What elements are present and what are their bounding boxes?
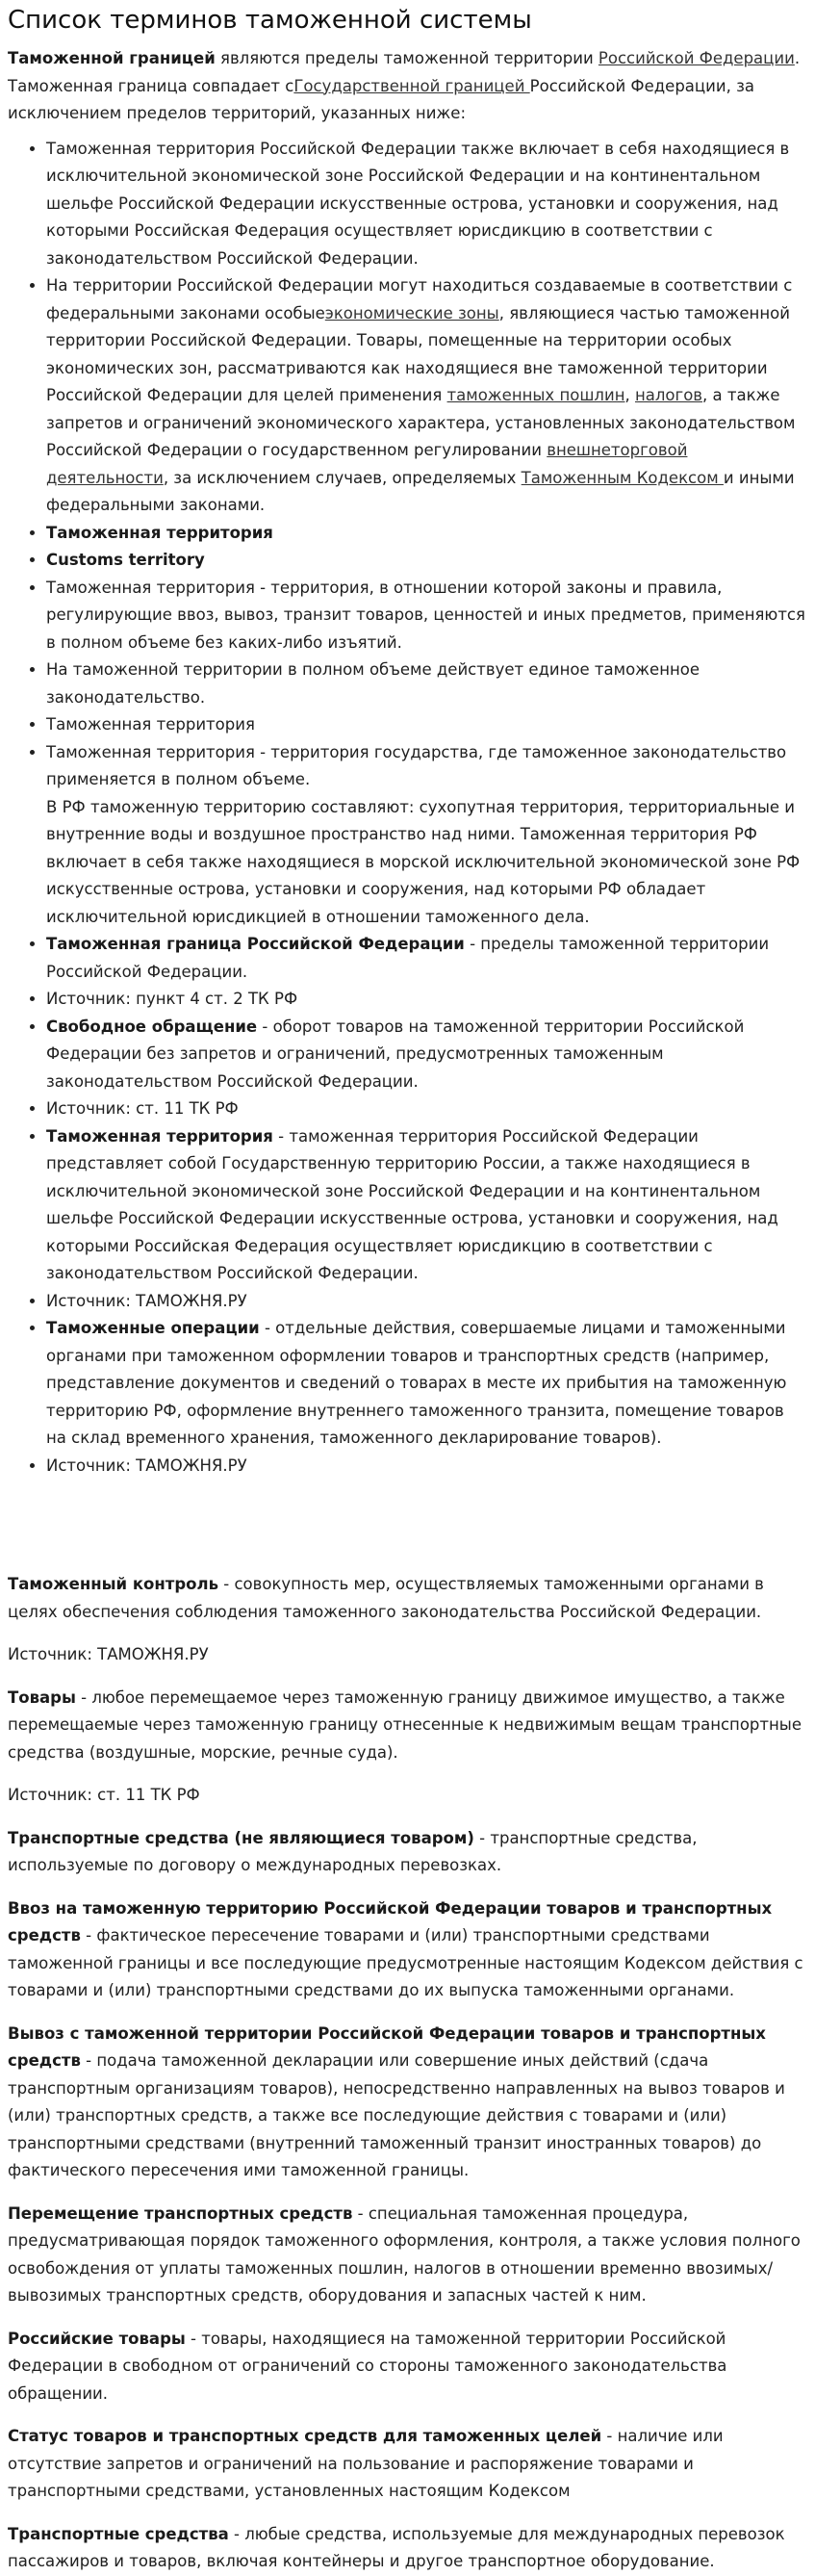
definition-text: - любое перемещаемое через таможенную границу движимое имущество, а также перемещаемые через таможенную границу отнесенные к недвижимым вещам транспортные средства (воздушные, морские, речные суда). bbox=[8, 1687, 802, 1762]
definition-paragraph bbox=[8, 2521, 807, 2576]
link-economic-zones[interactable]: экономические зоны bbox=[324, 303, 499, 322]
item-text: На территории Российской Федерации могут находиться создаваемые в соответствии с федеральными законами особые bbox=[46, 276, 793, 322]
term-customs-border: Таможенной границей bbox=[8, 49, 216, 67]
definition-paragraph bbox=[8, 2021, 807, 2185]
item-text: , а также запретов и ограничений экономического характера, установленных законодательством Российской Федерации о государственном регулировании bbox=[46, 386, 796, 459]
definition-text: - специальная таможенная процедура, предусматривающая порядок таможенного оформления, контроля, а также условия полного освобождения от уплаты таможенных пошлин, налогов в отношении временно ввозимых/вывозимых транспортных средств, оборудования и запасных частей к ним. bbox=[8, 2203, 801, 2305]
item-text: - оборот товаров на таможенной территории Российской Федерации без запретов и ограничений, предусмотренных таможенным законодательством Российской Федерации. bbox=[46, 1017, 745, 1091]
term-heading: Товары bbox=[8, 1687, 76, 1707]
link-state-border[interactable]: Государственной границей bbox=[293, 76, 530, 95]
link-taxes[interactable]: налогов bbox=[634, 386, 703, 404]
definition-text: - любые средства, используемые для международных перевозок пассажиров и товаров, включая контейнеры и другое транспортное оборудование. bbox=[8, 2524, 785, 2570]
term-heading: Customs territory bbox=[46, 551, 205, 569]
definition-paragraph bbox=[8, 2423, 807, 2506]
list-item: • Таможенная территория Российской Федерации также включает в себя находящиеся в исключительной экономической зоне Российской Федерации и на континентальном шельфе Российской Федерации искусственные острова, установки и сооружения, над которыми Российская Федерация осуществляет юрисдикцию в соответствии с законодательством Российской Федерации. bbox=[46, 136, 807, 273]
link-russian-federation[interactable]: Российской Федерации bbox=[598, 49, 795, 67]
item-text: В РФ таможенную территорию составляют: сухопутная территория, территориальные и внутренние воды и воздушное пространство над ними. Таможенная территория РФ включает в себя также находящиеся в морской исключительной экономической зоне РФ искусственные острова, установки и сооружения, над которыми РФ обладает исключительной юрисдикцией в отношении таможенного дела. bbox=[46, 797, 801, 926]
definition-text: - фактическое пересечение товарами и (или) транспортными средствами таможенной границы и все последующие предусмотренные настоящим Кодексом действия с товарами и (или) транспортными средствами до их выпуска таможенными органами. bbox=[8, 1926, 803, 1999]
item-text: Таможенная территория - территория государства, где таможенное законодательство применяется в полном объеме. bbox=[46, 742, 787, 788]
term-heading: Таможенная территория bbox=[46, 1126, 273, 1146]
source-paragraph: Источник: ТАМОЖНЯ.РУ bbox=[8, 1645, 209, 1663]
definition-text: - подача таможенной декларации или совершение иных действий (сдача транспортным организациям товаров), непосредственно направленных на вывоз товаров и (или) транспортных средств, а также все последующие действия с товарами и (или) транспортными средствами (внутренний таможенный транзит иностранных товаров) до фактического пересечения ими таможенной границы. bbox=[8, 2051, 785, 2179]
definition-paragraph bbox=[8, 1825, 807, 1880]
term-heading: Таможенные операции bbox=[46, 1319, 260, 1337]
list-item bbox=[46, 547, 807, 575]
definition-paragraph bbox=[8, 2201, 807, 2310]
definition-paragraph bbox=[8, 1895, 807, 2005]
term-heading: Транспортные средства (не являющиеся товаром) bbox=[8, 1828, 474, 1847]
terms-list bbox=[8, 136, 807, 1481]
intro-paragraph bbox=[8, 45, 807, 128]
term-heading: Таможенная территория bbox=[46, 523, 273, 542]
list-item bbox=[46, 1014, 807, 1096]
list-item: • Таможенная территория - территория, в отношении которой законы и правила, регулирующие ввоз, вывоз, транзит товаров, ценностей и иных предметов, применяются в полном объеме без каких-либо изъятий. bbox=[46, 575, 807, 657]
term-heading: Таможенный контроль bbox=[8, 1575, 219, 1593]
link-foreign-trade[interactable]: внешнеторговой деятельности bbox=[46, 441, 688, 487]
link-customs-duties[interactable]: таможенных пошлин bbox=[446, 386, 625, 404]
definition-paragraph bbox=[8, 2326, 807, 2409]
item-text: и иными федеральными законами. bbox=[46, 468, 795, 514]
term-heading: Перемещение транспортных средств bbox=[8, 2203, 353, 2223]
spacer bbox=[8, 1480, 807, 1571]
intro-text: Российской Федерации, за исключением пределов территорий, указанных ниже: bbox=[8, 76, 754, 122]
definition-text: - товары, находящиеся на таможенной территории Российской Федерации в свободном от ограничений со стороны таможенного законодательства обращении. bbox=[8, 2329, 727, 2403]
item-text: , за исключением случаев, определяемых bbox=[163, 468, 522, 487]
page-title: Список терминов таможенной системы bbox=[8, 6, 532, 35]
item-text: , bbox=[624, 386, 635, 404]
definition-text: - наличие или отсутствие запретов и ограничений на пользование и распоряжение товарами и транспортными средствами, установленных настоящим Кодексом bbox=[8, 2427, 724, 2500]
intro-text: являются пределы таможенной территории bbox=[215, 49, 599, 67]
intro-text: . Таможенная граница совпадает с bbox=[8, 49, 801, 95]
item-text: - пределы таможенной территории Российской Федерации. bbox=[46, 935, 770, 981]
item-text: , являющиеся частью таможенной территории Российской Федерации. Товары, помещенные на территории особых экономических зон, рассматриваются как находящиеся вне таможенной территории Российской Федерации для целей применения bbox=[46, 303, 790, 404]
term-heading: Транспортные средства bbox=[8, 2524, 229, 2543]
list-item bbox=[46, 272, 807, 520]
term-heading: Статус товаров и транспортных средств для таможенных целей bbox=[8, 2427, 602, 2445]
list-item bbox=[46, 520, 807, 548]
definition-paragraph bbox=[8, 1685, 807, 1767]
definition-text: - транспортные средства, используемые по договору о международных перевозках. bbox=[8, 1828, 698, 1874]
page bbox=[0, 4, 815, 2576]
list-item: • Источник: ТАМОЖНЯ.РУ bbox=[46, 1288, 807, 1316]
term-heading: Таможенная граница Российской Федерации bbox=[46, 935, 465, 953]
definition-text: - совокупность мер, осуществляемых таможенными органами в целях обеспечения соблюдения таможенного законодательства Российской Федерации. bbox=[8, 1575, 764, 1621]
list-item: • Источник: ТАМОЖНЯ.РУ bbox=[46, 1453, 807, 1481]
list-item: • Источник: пункт 4 ст. 2 ТК РФ bbox=[46, 986, 807, 1014]
term-heading: Вывоз с таможенной территории Российской Федерации товаров и транспортных средств bbox=[8, 2023, 766, 2070]
list-item bbox=[46, 931, 807, 986]
list-item bbox=[46, 1123, 807, 1288]
item-text: - отдельные действия, совершаемые лицами и таможенными органами при таможенном оформлении товаров и транспортных средств (например, представление документов и сведений о товарах в месте их прибытия на таможенную территорию РФ, оформление внутреннего таможенного транзита, помещение товаров на склад временного хранения, таможенного декларирование товаров). bbox=[46, 1319, 787, 1447]
term-heading: Свободное обращение bbox=[46, 1017, 258, 1036]
definition-paragraph bbox=[8, 1571, 807, 1626]
source-paragraph: Источник: ст. 11 ТК РФ bbox=[8, 1786, 200, 1804]
list-item: • На таможенной территории в полном объеме действует единое таможенное законодательство. bbox=[46, 657, 807, 711]
term-heading: Ввоз на таможенную территорию Российской Федерации товаров и транспортных средств bbox=[8, 1898, 773, 1945]
link-customs-code[interactable]: Таможенным Кодексом bbox=[521, 468, 724, 487]
item-text: - таможенная территория Российской Федерации представляет собой Государственную территорию России, а также находящиеся в исключительной экономической зоне Российской Федерации и на континентальном шельфе Российской Федерации искусственные острова, установки и сооружения, над которыми Российская Федерация осуществляет юрисдикцию в соответствии с законодательством Российской Федерации. bbox=[46, 1126, 778, 1282]
list-item: • Таможенная территория bbox=[46, 711, 807, 739]
list-item bbox=[46, 1315, 807, 1453]
term-heading: Российские товары bbox=[8, 2329, 186, 2348]
list-item bbox=[46, 739, 807, 932]
list-item: • Источник: ст. 11 ТК РФ bbox=[46, 1095, 807, 1123]
